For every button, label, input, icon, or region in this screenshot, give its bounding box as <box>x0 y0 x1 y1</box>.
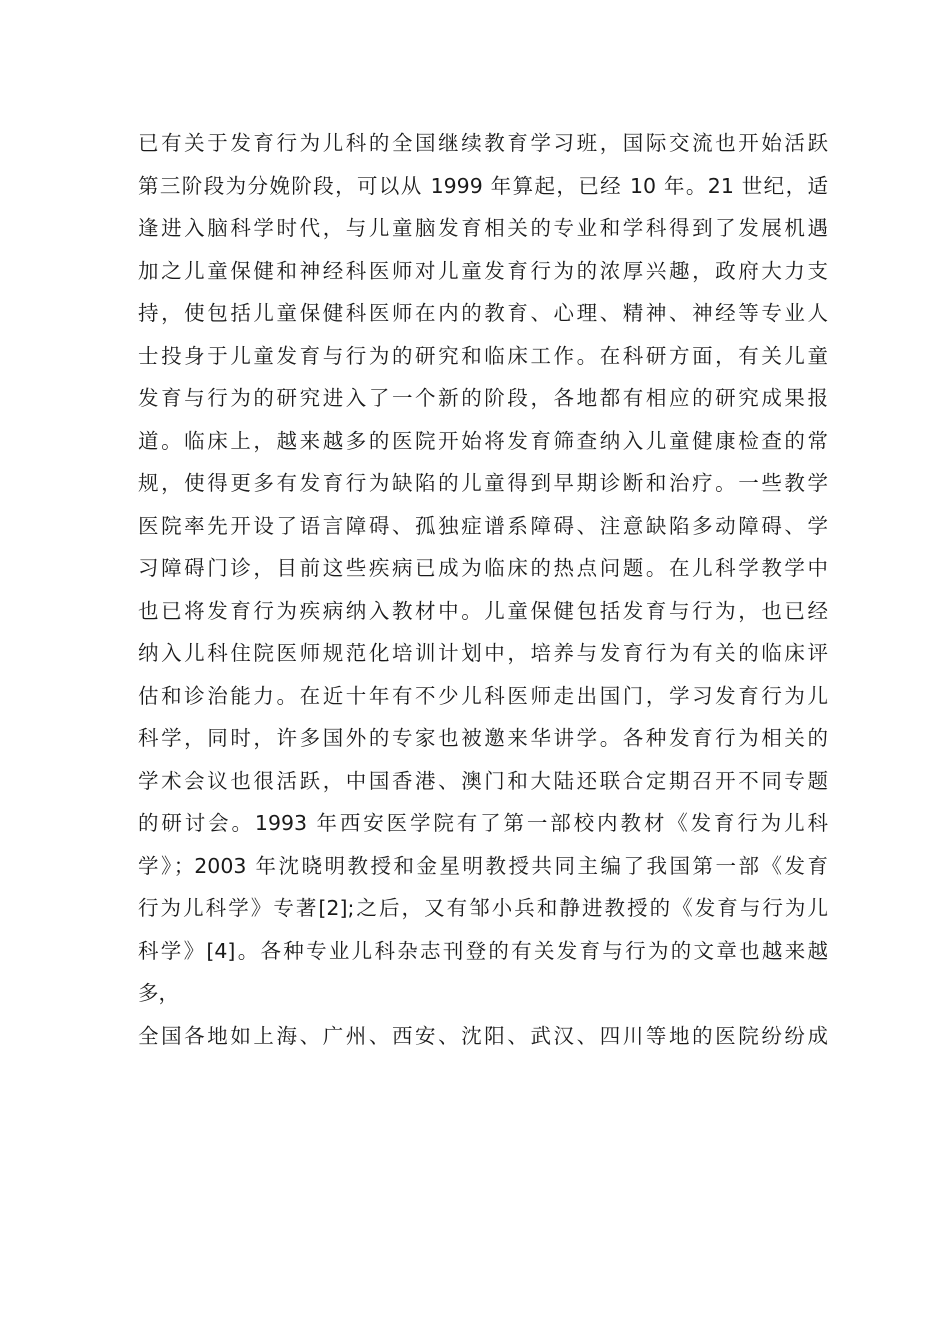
body-text <box>138 122 828 1057</box>
text-line: 加之儿童保健和神经科医师对儿童发育行为的浓厚兴趣，政府大力支 <box>138 258 828 283</box>
text-line: 也已将发育行为疾病纳入教材中。儿童保健包括发育与行为，也已经 <box>138 598 828 623</box>
text-line: 第三阶段为分娩阶段，可以从 1999 年算起，已经 10 年。21 世纪，适 <box>138 173 828 198</box>
text-line: 多， <box>138 981 179 1005</box>
text-line: 学》；2003 年沈晓明教授和金星明教授共同主编了我国第一部《发育 <box>138 853 828 878</box>
text-line: 全国各地如上海、广州、西安、沈阳、武汉、四川等地的医院纷纷成 <box>138 1023 828 1048</box>
text-line: 士投身于儿童发育与行为的研究和临床工作。在科研方面，有关儿童 <box>138 343 828 368</box>
text-line: 持，使包括儿童保健科医师在内的教育、心理、精神、神经等专业人 <box>138 301 828 325</box>
text-line: 学术会议也很活跃，中国香港、澳门和大陆还联合定期召开不同专题 <box>138 768 828 793</box>
text-line: 规，使得更多有发育行为缺陷的儿童得到早期诊断和治疗。一些教学 <box>138 471 828 495</box>
text-line: 逢进入脑科学时代，与儿童脑发育相关的专业和学科得到了发展机遇 <box>138 216 828 240</box>
text-line: 估和诊治能力。在近十年有不少儿科医师走出国门，学习发育行为儿 <box>138 683 828 708</box>
text-line: 已有关于发育行为儿科的全国继续教育学习班，国际交流也开始活跃 <box>138 131 828 155</box>
text-line: 行为儿科学》专著[2];之后，又有邹小兵和静进教授的《发育与行为儿 <box>138 896 828 920</box>
text-line: 道。临床上，越来越多的医院开始将发育筛查纳入儿童健康检查的常 <box>138 428 828 453</box>
text-line: 科学，同时，许多国外的专家也被邀来华讲学。各种发育行为相关的 <box>138 726 828 750</box>
text-line: 科学》[4]。各种专业儿科杂志刊登的有关发育与行为的文章也越来越 <box>138 938 828 963</box>
text-line: 纳入儿科住院医师规范化培训计划中，培养与发育行为有关的临床评 <box>138 641 828 665</box>
text-line: 医院率先开设了语言障碍、孤独症谱系障碍、注意缺陷多动障碍、学 <box>138 513 828 538</box>
text-line: 发育与行为的研究进入了一个新的阶段，各地都有相应的研究成果报 <box>138 386 828 410</box>
text-line: 习障碍门诊，目前这些疾病已成为临床的热点问题。在儿科学教学中 <box>138 556 828 580</box>
text-line: 的研讨会。1993 年西安医学院有了第一部校内教材《发育行为儿科 <box>138 811 828 835</box>
